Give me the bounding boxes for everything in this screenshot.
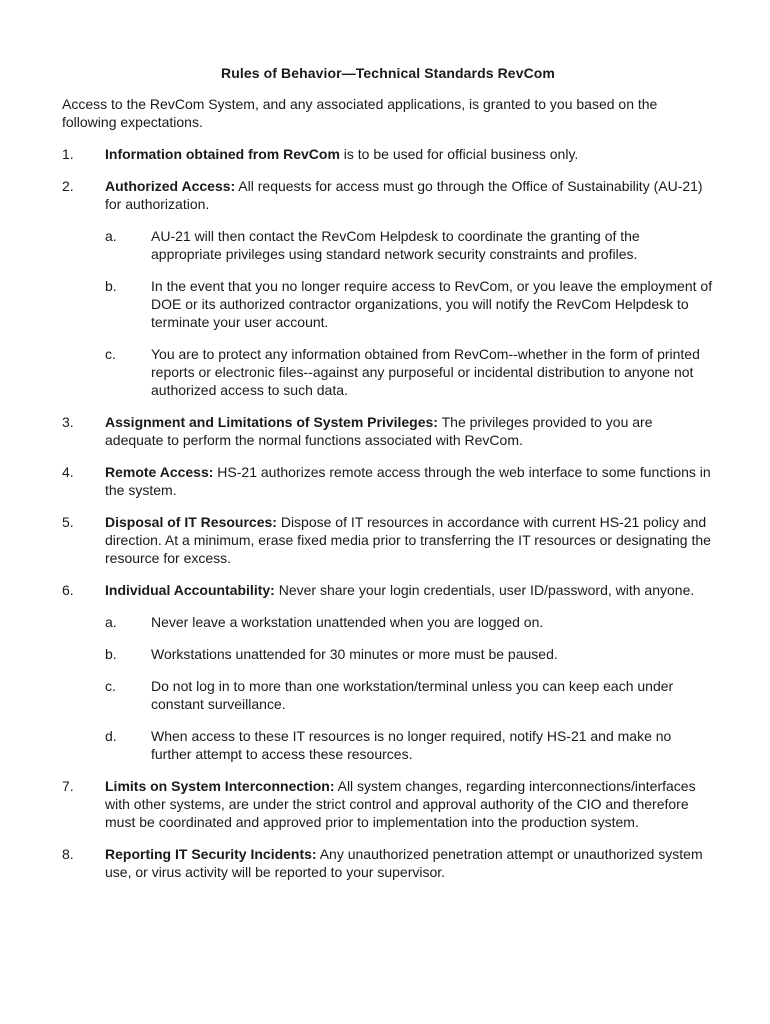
rule-heading: Remote Access: bbox=[105, 464, 214, 480]
sub-letter: b. bbox=[105, 646, 117, 662]
sub-text: AU-21 will then contact the RevCom Helpdesk to coordinate the granting of the appropriate privileges using standard network security constraints and profiles. bbox=[151, 228, 640, 262]
sub-item bbox=[105, 727, 714, 763]
rule-number: 8. bbox=[62, 846, 74, 862]
sub-item bbox=[105, 227, 714, 263]
rule-text: Any unauthorized penetration attempt or unauthorized system use, or virus activity will be reported to your supervisor. bbox=[105, 846, 703, 880]
sub-text: When access to these IT resources is no longer required, notify HS-21 and make no further attempt to access these resources. bbox=[151, 728, 672, 762]
rule-text: Never share your login credentials, user ID/password, with anyone. bbox=[274, 582, 695, 598]
rule-number: 2. bbox=[62, 178, 74, 194]
sub-item bbox=[105, 345, 714, 399]
rule-item-3 bbox=[62, 413, 714, 449]
rule-heading: Disposal of IT Resources: bbox=[105, 514, 277, 530]
rule-item-1 bbox=[62, 145, 714, 163]
sub-letter: c. bbox=[105, 678, 116, 694]
rule-heading: Information obtained from RevCom bbox=[105, 146, 340, 162]
rule-heading: Individual Accountability: bbox=[105, 582, 275, 598]
sub-item bbox=[105, 645, 714, 663]
sub-letter: a. bbox=[105, 614, 117, 630]
rule-number: 3. bbox=[62, 414, 74, 430]
sub-letter: b. bbox=[105, 278, 117, 294]
rule-item-7 bbox=[62, 777, 714, 831]
sub-letter: a. bbox=[105, 228, 117, 244]
sub-item bbox=[105, 277, 714, 331]
rule-text: All requests for access must go through the Office of Sustainability (AU-21) for authorization. bbox=[105, 178, 703, 212]
rule-item-2 bbox=[62, 177, 714, 399]
intro-paragraph: Access to the RevCom System, and any associated applications, is granted to you based on the following expectations. bbox=[62, 96, 658, 130]
rule-number: 1. bbox=[62, 146, 74, 162]
rule-number: 4. bbox=[62, 464, 74, 480]
sub-letter: d. bbox=[105, 728, 117, 744]
rule-heading: Authorized Access: bbox=[105, 178, 236, 194]
rule-text: All system changes, regarding interconnections/interfaces with other systems, are under the strict control and approval authority of the CIO and therefore must be coordinated and approved prior to implementation into the production system. bbox=[105, 778, 696, 830]
rule-heading: Reporting IT Security Incidents: bbox=[105, 846, 317, 862]
sub-text: You are to protect any information obtained from RevCom--whether in the form of printed reports or electronic files--against any purposeful or incidental distribution to anyone not authorized access to such data. bbox=[151, 346, 700, 398]
rule-text: is to be used for official business only. bbox=[339, 146, 579, 162]
rule-heading: Assignment and Limitations of System Privileges: bbox=[105, 414, 438, 430]
sub-letter: c. bbox=[105, 346, 116, 362]
sub-item bbox=[105, 677, 714, 713]
sub-text: In the event that you no longer require access to RevCom, or you leave the employment of DOE or its authorized contractor organizations, you will notify the RevCom Helpdesk to terminate your user account. bbox=[151, 278, 713, 330]
document-page bbox=[62, 0, 714, 895]
sub-text: Do not log in to more than one workstation/terminal unless you can keep each under constant surveillance. bbox=[151, 678, 674, 712]
rule-text: Dispose of IT resources in accordance with current HS-21 policy and direction. At a minimum, erase fixed media prior to transferring the IT resources or designating the resource for excess. bbox=[105, 514, 711, 566]
rule-text: HS-21 authorizes remote access through the web interface to some functions in the system. bbox=[105, 464, 711, 498]
rule-text: The privileges provided to you are adequate to perform the normal functions associated with RevCom. bbox=[105, 414, 653, 448]
rule-heading: Limits on System Interconnection: bbox=[105, 778, 335, 794]
sub-text: Workstations unattended for 30 minutes or more must be paused. bbox=[151, 646, 558, 662]
rule-item-5 bbox=[62, 513, 714, 567]
rule-item-8 bbox=[62, 845, 714, 881]
document-title: Rules of Behavior—Technical Standards RevCom bbox=[220, 65, 555, 81]
rule-number: 5. bbox=[62, 514, 74, 530]
rule-number: 7. bbox=[62, 778, 74, 794]
rule-number: 6. bbox=[62, 582, 74, 598]
rule-item-4 bbox=[62, 463, 714, 499]
sub-text: Never leave a workstation unattended when you are logged on. bbox=[151, 614, 544, 630]
rule-item-6 bbox=[62, 581, 714, 763]
sub-item bbox=[105, 613, 714, 631]
